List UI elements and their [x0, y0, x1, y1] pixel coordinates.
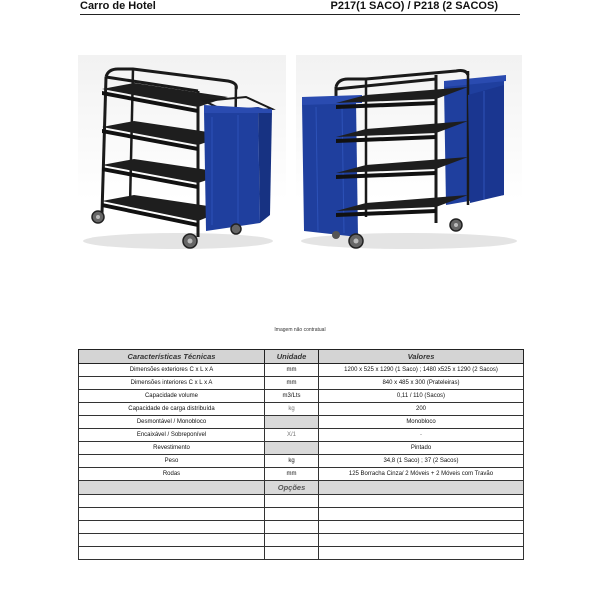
spec-label: Dimensões interiores C x L x A [79, 377, 265, 390]
table-row [79, 403, 524, 416]
spec-value: - [319, 429, 524, 442]
spec-label: Capacidade volume [79, 390, 265, 403]
table-row [79, 416, 524, 429]
table-row [79, 468, 524, 481]
spec-unit: mm [265, 377, 319, 390]
table-row [79, 429, 524, 442]
spec-label: Peso [79, 455, 265, 468]
options-empty-cell [319, 481, 524, 495]
options-empty-cell [79, 481, 265, 495]
spec-value: 1200 x 525 x 1290 (1 Saco) ; 1480 x525 x 1290 (2 Sacos) [319, 364, 524, 377]
header-rule [80, 14, 520, 15]
header-unit: Unidade [265, 350, 319, 364]
spec-unit: kg [265, 455, 319, 468]
spec-label: Capacidade de carga distribuída [79, 403, 265, 416]
spec-value: Monobloco [319, 416, 524, 429]
product-image-2-bags [296, 55, 522, 263]
product-code: P217(1 SACO) / P218 (2 SACOS) [330, 0, 498, 12]
options-row [79, 534, 524, 547]
spec-label: Desmontável / Monobloco [79, 416, 265, 429]
header-values: Valores [319, 350, 524, 364]
table-row [79, 364, 524, 377]
document-header [0, 0, 600, 16]
spec-value: 0,11 / 110 (Sacos) [319, 390, 524, 403]
product-image-1-bag [78, 55, 286, 263]
spec-value: 840 x 485 x 300 (Prateleiras) [319, 377, 524, 390]
technical-specs-table [78, 349, 524, 560]
options-row [79, 508, 524, 521]
spec-unit [265, 442, 319, 455]
spec-value: 200 [319, 403, 524, 416]
spec-value: 125 Borracha Cinza/ 2 Móveis + 2 Móveis com Travão [319, 468, 524, 481]
spec-unit: kg [265, 403, 319, 416]
options-row [79, 547, 524, 560]
spec-label: Dimensões exteriores C x L x A [79, 364, 265, 377]
document-title: Carro de Hotel [80, 0, 156, 12]
table-header-row [79, 350, 524, 364]
trolley-1-bag-illustration [78, 55, 286, 263]
spec-unit: X/1 [265, 429, 319, 442]
table-row [79, 390, 524, 403]
spec-label: Encaixável / Sobreponível [79, 429, 265, 442]
spec-label: Revestimento [79, 442, 265, 455]
options-row [79, 495, 524, 508]
spec-unit: m3/Lts [265, 390, 319, 403]
spec-unit [265, 416, 319, 429]
options-label: Opções [265, 481, 319, 495]
image-disclaimer: Imagem não contratual [274, 327, 326, 333]
spec-value: 34,8 (1 Saco) ; 37 (2 Sacos) [319, 455, 524, 468]
spec-value: Pintado [319, 442, 524, 455]
trolley-2-bags-illustration [296, 55, 522, 263]
spec-label: Rodas [79, 468, 265, 481]
table-row [79, 442, 524, 455]
table-row [79, 377, 524, 390]
spec-unit: mm [265, 364, 319, 377]
options-row [79, 521, 524, 534]
table-row [79, 455, 524, 468]
spec-unit: mm [265, 468, 319, 481]
options-header-row [79, 481, 524, 495]
header-characteristics: Características Técnicas [79, 350, 265, 364]
